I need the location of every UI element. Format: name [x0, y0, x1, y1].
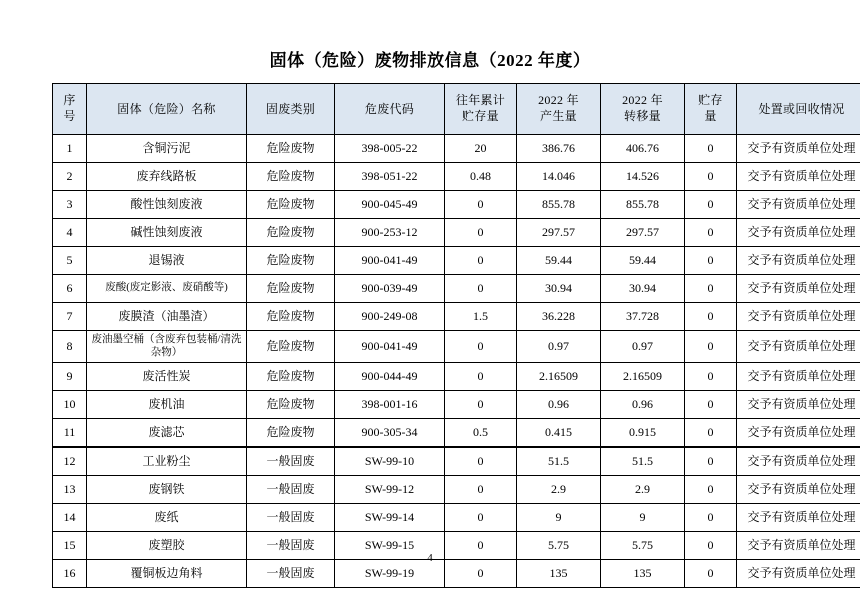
cell-stock: 0 [685, 504, 737, 532]
cell-name: 废酸(废定影液、废硝酸等) [87, 275, 247, 303]
cell-code: SW-99-10 [335, 447, 445, 476]
column-header-generated [517, 84, 601, 135]
cell-name: 废钢铁 [87, 476, 247, 504]
cell-name: 废滤芯 [87, 419, 247, 448]
cell-disposal: 交予有资质单位处理 [737, 447, 860, 476]
table-row [53, 191, 860, 219]
cell-category: 危险废物 [247, 247, 335, 275]
cell-stock: 0 [685, 331, 737, 363]
cell-previous-storage: 0 [445, 391, 517, 419]
cell-index: 3 [53, 191, 87, 219]
table-row [53, 504, 860, 532]
cell-category: 危险废物 [247, 219, 335, 247]
cell-disposal: 交予有资质单位处理 [737, 419, 860, 448]
cell-category: 危险废物 [247, 391, 335, 419]
cell-index: 2 [53, 163, 87, 191]
cell-transferred: 855.78 [601, 191, 685, 219]
cell-index: 12 [53, 447, 87, 476]
cell-disposal: 交予有资质单位处理 [737, 476, 860, 504]
cell-name: 工业粉尘 [87, 447, 247, 476]
cell-code: 900-305-34 [335, 419, 445, 448]
column-header-previous-storage-line1: 往年累计 [455, 93, 506, 108]
cell-index: 5 [53, 247, 87, 275]
column-header-disposal: 处置或回收情况 [737, 84, 860, 135]
cell-name: 含铜污泥 [87, 135, 247, 163]
cell-previous-storage: 1.5 [445, 303, 517, 331]
table-header-row [53, 84, 860, 135]
column-header-category: 固废类别 [247, 84, 335, 135]
cell-previous-storage: 0 [445, 247, 517, 275]
column-header-previous-storage-line2: 贮存量 [462, 109, 499, 123]
table-header [53, 84, 860, 135]
column-header-index-line1: 序 [63, 93, 76, 108]
cell-name: 废塑胶 [87, 532, 247, 560]
cell-code: 398-001-16 [335, 391, 445, 419]
cell-category: 危险废物 [247, 363, 335, 391]
table-row [53, 275, 860, 303]
cell-stock: 0 [685, 135, 737, 163]
cell-generated: 0.415 [517, 419, 601, 448]
cell-disposal: 交予有资质单位处理 [737, 191, 860, 219]
cell-transferred: 0.96 [601, 391, 685, 419]
cell-transferred: 14.526 [601, 163, 685, 191]
cell-stock: 0 [685, 191, 737, 219]
cell-stock: 0 [685, 163, 737, 191]
cell-stock: 0 [685, 419, 737, 448]
cell-index: 7 [53, 303, 87, 331]
cell-stock: 0 [685, 560, 737, 588]
cell-code: 900-044-49 [335, 363, 445, 391]
cell-previous-storage: 0 [445, 219, 517, 247]
table-row [53, 419, 860, 448]
column-header-generated-line2: 产生量 [540, 109, 577, 123]
cell-category: 危险废物 [247, 419, 335, 448]
column-header-name: 固体（危险）名称 [87, 84, 247, 135]
cell-transferred: 0.915 [601, 419, 685, 448]
cell-category: 危险废物 [247, 135, 335, 163]
cell-disposal: 交予有资质单位处理 [737, 363, 860, 391]
column-header-transferred-line1: 2022 年 [622, 93, 663, 108]
cell-previous-storage: 0 [445, 532, 517, 560]
cell-name: 废油墨空桶（含废弃包装桶/清洗杂物） [87, 331, 247, 363]
column-header-index [53, 84, 87, 135]
table-body [53, 135, 860, 588]
cell-previous-storage: 0 [445, 476, 517, 504]
cell-generated: 0.96 [517, 391, 601, 419]
cell-stock: 0 [685, 532, 737, 560]
cell-transferred: 9 [601, 504, 685, 532]
cell-name: 废机油 [87, 391, 247, 419]
table-row [53, 247, 860, 275]
cell-disposal: 交予有资质单位处理 [737, 331, 860, 363]
cell-code: 900-041-49 [335, 247, 445, 275]
cell-generated: 2.16509 [517, 363, 601, 391]
cell-disposal: 交予有资质单位处理 [737, 135, 860, 163]
cell-disposal: 交予有资质单位处理 [737, 247, 860, 275]
cell-code: 900-249-08 [335, 303, 445, 331]
cell-code: 900-041-49 [335, 331, 445, 363]
cell-generated: 297.57 [517, 219, 601, 247]
cell-disposal: 交予有资质单位处理 [737, 391, 860, 419]
cell-stock: 0 [685, 363, 737, 391]
cell-stock: 0 [685, 476, 737, 504]
cell-previous-storage: 0 [445, 331, 517, 363]
cell-name: 废膜渣（油墨渣） [87, 303, 247, 331]
cell-category: 危险废物 [247, 163, 335, 191]
cell-code: 398-005-22 [335, 135, 445, 163]
cell-disposal: 交予有资质单位处理 [737, 303, 860, 331]
cell-name: 废纸 [87, 504, 247, 532]
cell-stock: 0 [685, 275, 737, 303]
table-row [53, 331, 860, 363]
column-header-transferred-line2: 转移量 [624, 109, 661, 123]
cell-generated: 855.78 [517, 191, 601, 219]
column-header-generated-line1: 2022 年 [538, 93, 579, 108]
cell-previous-storage: 0 [445, 191, 517, 219]
cell-category: 危险废物 [247, 191, 335, 219]
table-row [53, 447, 860, 476]
cell-index: 15 [53, 532, 87, 560]
cell-disposal: 交予有资质单位处理 [737, 532, 860, 560]
table-row [53, 303, 860, 331]
cell-name: 废弃线路板 [87, 163, 247, 191]
cell-index: 14 [53, 504, 87, 532]
column-header-previous-storage [445, 84, 517, 135]
cell-disposal: 交予有资质单位处理 [737, 219, 860, 247]
cell-code: SW-99-12 [335, 476, 445, 504]
cell-index: 9 [53, 363, 87, 391]
cell-previous-storage: 0 [445, 275, 517, 303]
table-row [53, 476, 860, 504]
cell-index: 1 [53, 135, 87, 163]
cell-previous-storage: 0 [445, 447, 517, 476]
cell-code: 900-039-49 [335, 275, 445, 303]
cell-previous-storage: 0 [445, 363, 517, 391]
column-header-stock-line2: 量 [704, 109, 717, 123]
cell-transferred: 406.76 [601, 135, 685, 163]
cell-name: 废活性炭 [87, 363, 247, 391]
cell-transferred: 51.5 [601, 447, 685, 476]
cell-category: 一般固废 [247, 476, 335, 504]
cell-name: 碱性蚀刻废液 [87, 219, 247, 247]
cell-disposal: 交予有资质单位处理 [737, 560, 860, 588]
cell-transferred: 59.44 [601, 247, 685, 275]
cell-transferred: 30.94 [601, 275, 685, 303]
cell-index: 4 [53, 219, 87, 247]
column-header-stock [685, 84, 737, 135]
cell-stock: 0 [685, 303, 737, 331]
cell-name: 酸性蚀刻废液 [87, 191, 247, 219]
page-title: 固体（危险）废物排放信息（2022 年度） [269, 51, 591, 70]
cell-generated: 59.44 [517, 247, 601, 275]
table-container [0, 83, 860, 588]
table-row [53, 363, 860, 391]
cell-transferred: 2.16509 [601, 363, 685, 391]
cell-category: 一般固废 [247, 560, 335, 588]
table-row [53, 135, 860, 163]
cell-code: SW-99-15 [335, 532, 445, 560]
cell-code: 900-253-12 [335, 219, 445, 247]
cell-transferred: 297.57 [601, 219, 685, 247]
cell-category: 一般固废 [247, 532, 335, 560]
table-row [53, 163, 860, 191]
cell-transferred: 37.728 [601, 303, 685, 331]
cell-code: SW-99-19 [335, 560, 445, 588]
cell-generated: 2.9 [517, 476, 601, 504]
cell-generated: 386.76 [517, 135, 601, 163]
cell-index: 8 [53, 331, 87, 363]
cell-index: 6 [53, 275, 87, 303]
cell-previous-storage: 0 [445, 560, 517, 588]
cell-index: 13 [53, 476, 87, 504]
cell-generated: 9 [517, 504, 601, 532]
cell-previous-storage: 0.5 [445, 419, 517, 448]
cell-stock: 0 [685, 447, 737, 476]
cell-previous-storage: 0 [445, 504, 517, 532]
column-header-transferred [601, 84, 685, 135]
cell-transferred: 2.9 [601, 476, 685, 504]
cell-generated: 5.75 [517, 532, 601, 560]
table-row [53, 391, 860, 419]
cell-generated: 135 [517, 560, 601, 588]
column-header-stock-line1: 贮存 [698, 93, 723, 108]
cell-category: 危险废物 [247, 275, 335, 303]
cell-category: 一般固废 [247, 504, 335, 532]
cell-name: 覆铜板边角料 [87, 560, 247, 588]
cell-stock: 0 [685, 391, 737, 419]
cell-index: 11 [53, 419, 87, 448]
column-header-index-line2: 号 [63, 109, 76, 123]
cell-disposal: 交予有资质单位处理 [737, 504, 860, 532]
waste-emissions-table [52, 83, 860, 588]
cell-index: 10 [53, 391, 87, 419]
cell-code: 398-051-22 [335, 163, 445, 191]
page-number: 4 [427, 552, 433, 564]
cell-code: SW-99-14 [335, 504, 445, 532]
cell-generated: 36.228 [517, 303, 601, 331]
cell-generated: 30.94 [517, 275, 601, 303]
cell-generated: 14.046 [517, 163, 601, 191]
cell-disposal: 交予有资质单位处理 [737, 163, 860, 191]
cell-transferred: 0.97 [601, 331, 685, 363]
cell-name: 退锡液 [87, 247, 247, 275]
cell-transferred: 135 [601, 560, 685, 588]
cell-previous-storage: 0.48 [445, 163, 517, 191]
table-row [53, 219, 860, 247]
cell-index: 16 [53, 560, 87, 588]
cell-category: 一般固废 [247, 447, 335, 476]
cell-category: 危险废物 [247, 303, 335, 331]
column-header-code: 危废代码 [335, 84, 445, 135]
cell-category: 危险废物 [247, 331, 335, 363]
cell-disposal: 交予有资质单位处理 [737, 275, 860, 303]
cell-stock: 0 [685, 219, 737, 247]
cell-generated: 0.97 [517, 331, 601, 363]
cell-code: 900-045-49 [335, 191, 445, 219]
cell-stock: 0 [685, 247, 737, 275]
cell-generated: 51.5 [517, 447, 601, 476]
cell-previous-storage: 20 [445, 135, 517, 163]
cell-transferred: 5.75 [601, 532, 685, 560]
